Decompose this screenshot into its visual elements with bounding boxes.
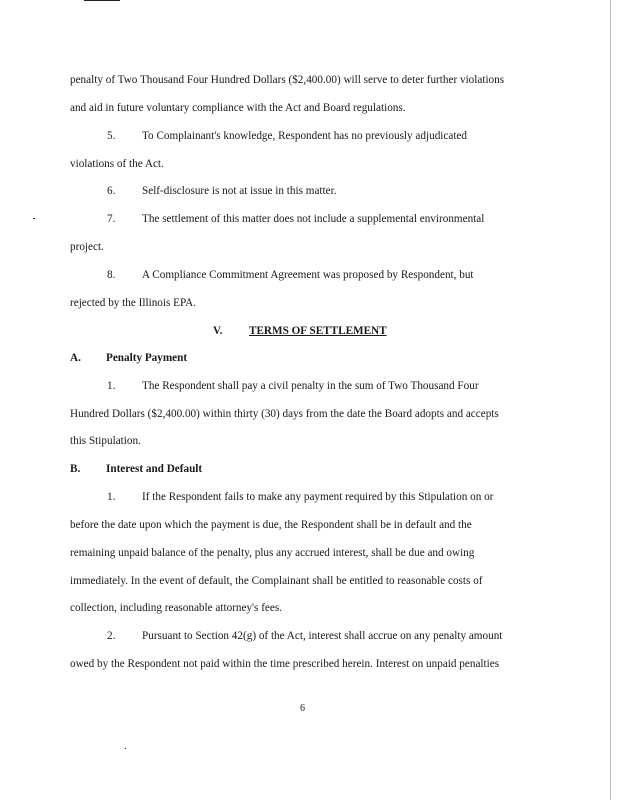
scan-artifact-top: [84, 0, 120, 1]
paragraph-number: 7.: [107, 213, 116, 225]
text-line: The Respondent shall pay a civil penalty in the sum of Two Thousand Four: [142, 380, 479, 392]
subsection-title: Penalty Payment: [106, 352, 188, 364]
text-line: owed by the Respondent not paid within the time prescribed herein. Interest on unpaid penalties: [70, 658, 500, 670]
subsection-letter: A.: [70, 352, 81, 364]
paragraph-number: 8.: [107, 269, 116, 281]
paragraph-number: 1.: [107, 380, 116, 392]
page-number: 6: [300, 703, 305, 714]
text-line: To Complainant's knowledge, Respondent has no previously adjudicated: [142, 130, 467, 142]
scan-artifact-bottom: [125, 748, 126, 749]
text-line: rejected by the Illinois EPA.: [70, 297, 197, 309]
paragraph-number: 2.: [107, 630, 116, 642]
subsection-title: Interest and Default: [106, 463, 203, 475]
text-line: violations of the Act.: [70, 158, 164, 170]
text-line: before the date upon which the payment is due, the Respondent shall be in default and the: [70, 519, 472, 531]
paragraph-number: 1.: [107, 491, 116, 503]
text-line: If the Respondent fails to make any payment required by this Stipulation on or: [142, 491, 494, 503]
text-line: and aid in future voluntary compliance with the Act and Board regulations.: [70, 102, 406, 114]
text-line: penalty of Two Thousand Four Hundred Dollars ($2,400.00) will serve to deter further violations: [70, 74, 505, 86]
text-line: collection, including reasonable attorney's fees.: [70, 602, 283, 614]
text-line: A Compliance Commitment Agreement was proposed by Respondent, but: [142, 269, 474, 281]
section-numeral: V.: [213, 325, 223, 337]
text-line: The settlement of this matter does not include a supplemental environmental: [142, 213, 485, 225]
paragraph-number: 6.: [107, 185, 116, 197]
text-line: this Stipulation.: [70, 435, 141, 447]
text-line: project.: [70, 241, 104, 253]
scan-artifact-left: [33, 218, 35, 219]
text-line: immediately. In the event of default, the Complainant shall be entitled to reasonable costs of: [70, 575, 483, 587]
text-line: Hundred Dollars ($2,400.00) within thirty (30) days from the date the Board adopts and accepts: [70, 408, 499, 420]
text-line: remaining unpaid balance of the penalty, plus any accrued interest, shall be due and owing: [70, 547, 475, 559]
section-title: TERMS OF SETTLEMENT: [249, 325, 387, 337]
subsection-letter: B.: [70, 463, 81, 475]
text-line: Self-disclosure is not at issue in this matter.: [142, 185, 337, 197]
text-line: Pursuant to Section 42(g) of the Act, interest shall accrue on any penalty amount: [142, 630, 503, 642]
scan-artifact-right: [610, 0, 611, 800]
paragraph-number: 5.: [107, 130, 116, 142]
